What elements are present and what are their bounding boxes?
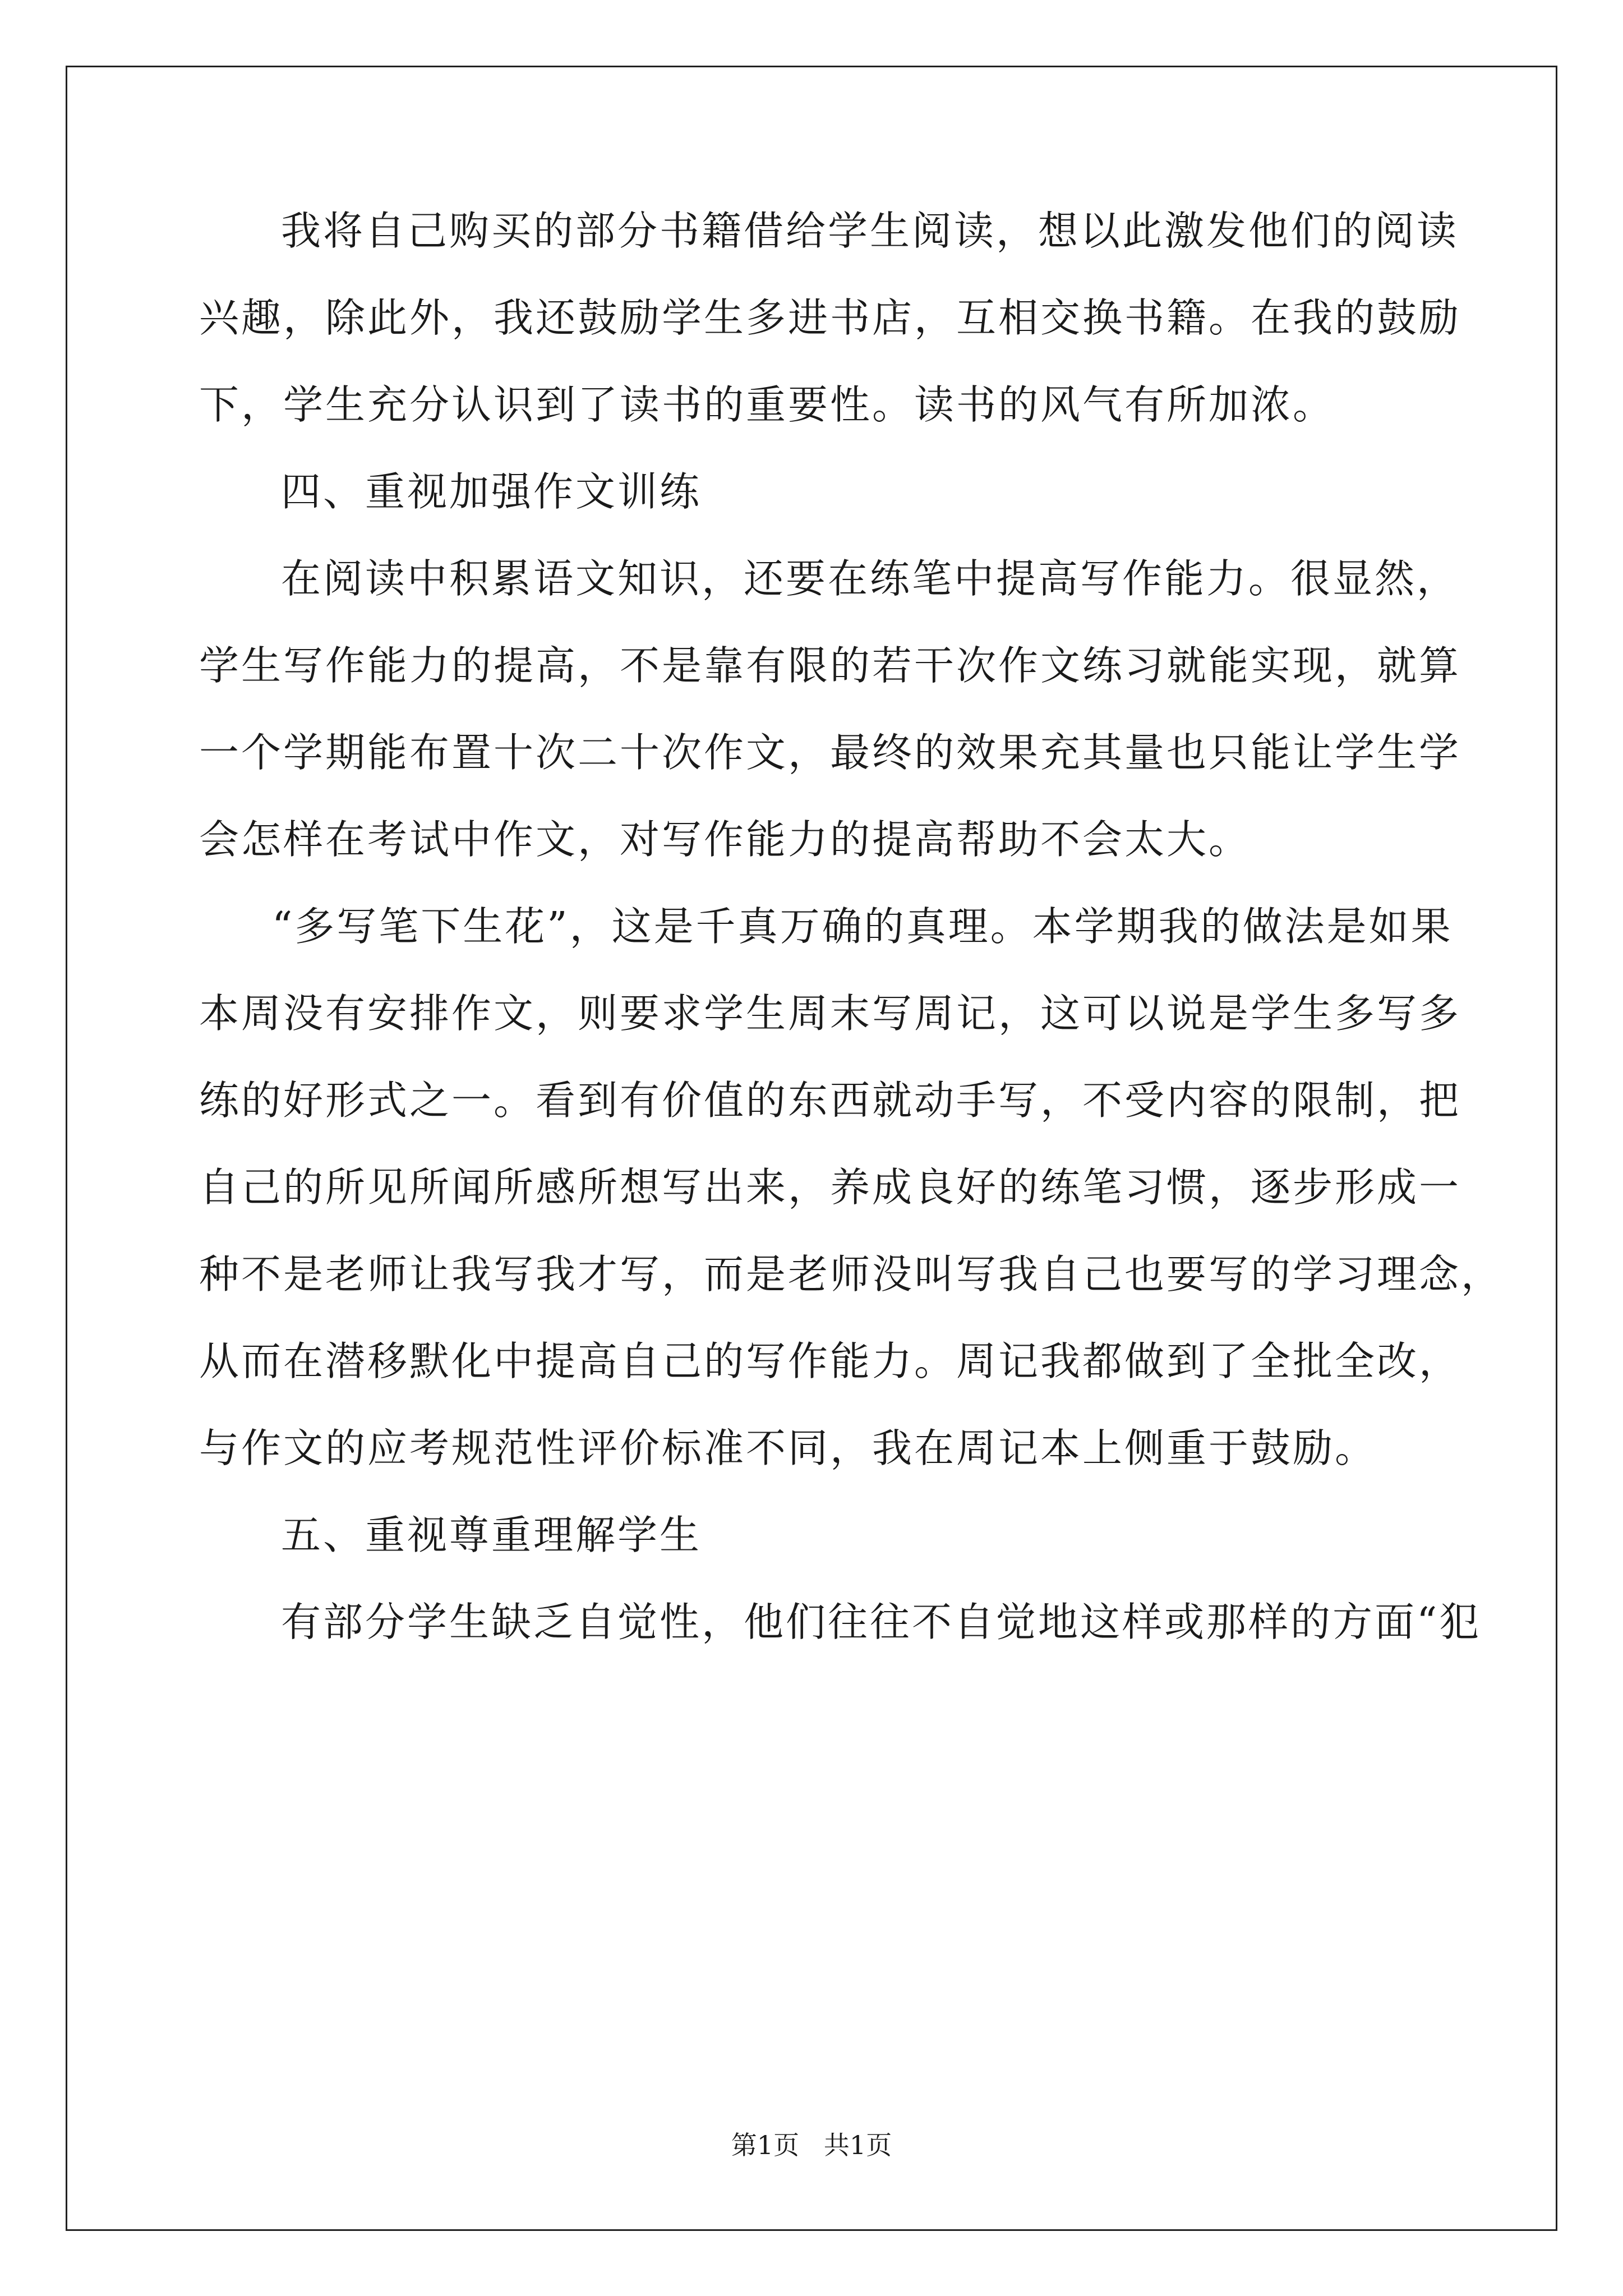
section-heading: 四、重视加强作文训练 — [281, 468, 702, 515]
paragraph-line: 练的好形式之一。看到有价值的东西就动手写，不受内容的限制，把 — [199, 1077, 1461, 1124]
paragraph-line: 下，学生充分认识到了读书的重要性。读书的风气有所加浓。 — [199, 381, 1335, 428]
paragraph-line: 有部分学生缺乏自觉性，他们往往不自觉地这样或那样的方面“犯 — [281, 1599, 1482, 1645]
paragraph-line: 从而在潜移默化中提高自己的写作能力。周记我都做到了全批全改， — [199, 1338, 1461, 1384]
paragraph-line: 在阅读中积累语文知识，还要在练笔中提高写作能力。很显然， — [281, 555, 1459, 602]
paragraph-line: 兴趣，除此外，我还鼓励学生多进书店，互相交换书籍。在我的鼓励 — [199, 295, 1461, 341]
paragraph-line: “多写笔下生花”，这是千真万确的真理。本学期我的做法是如果 — [272, 903, 1453, 950]
paragraph-line: 种不是老师让我写我才写，而是老师没叫写我自己也要写的学习理念， — [199, 1251, 1504, 1297]
page-number-footer: 第1页 共1页 — [731, 2130, 892, 2160]
section-heading: 五、重视尊重理解学生 — [281, 1512, 702, 1558]
paragraph-line: 本周没有安排作文，则要求学生周末写周记，这可以说是学生多写多 — [199, 990, 1461, 1037]
paragraph-line: 会怎样在考试中作文，对写作能力的提高帮助不会太大。 — [199, 816, 1251, 863]
paragraph-line: 自己的所见所闻所感所想写出来，养成良好的练笔习惯，逐步形成一 — [199, 1164, 1461, 1211]
paragraph-line: 一个学期能布置十次二十次作文，最终的效果充其量也只能让学生学 — [199, 729, 1461, 776]
paragraph-line: 学生写作能力的提高，不是靠有限的若干次作文练习就能实现，就算 — [199, 642, 1461, 689]
paragraph-line: 与作文的应考规范性评价标准不同，我在周记本上侧重于鼓励。 — [199, 1425, 1377, 1471]
paragraph-line: 我将自己购买的部分书籍借给学生阅读，想以此激发他们的阅读 — [281, 208, 1459, 254]
